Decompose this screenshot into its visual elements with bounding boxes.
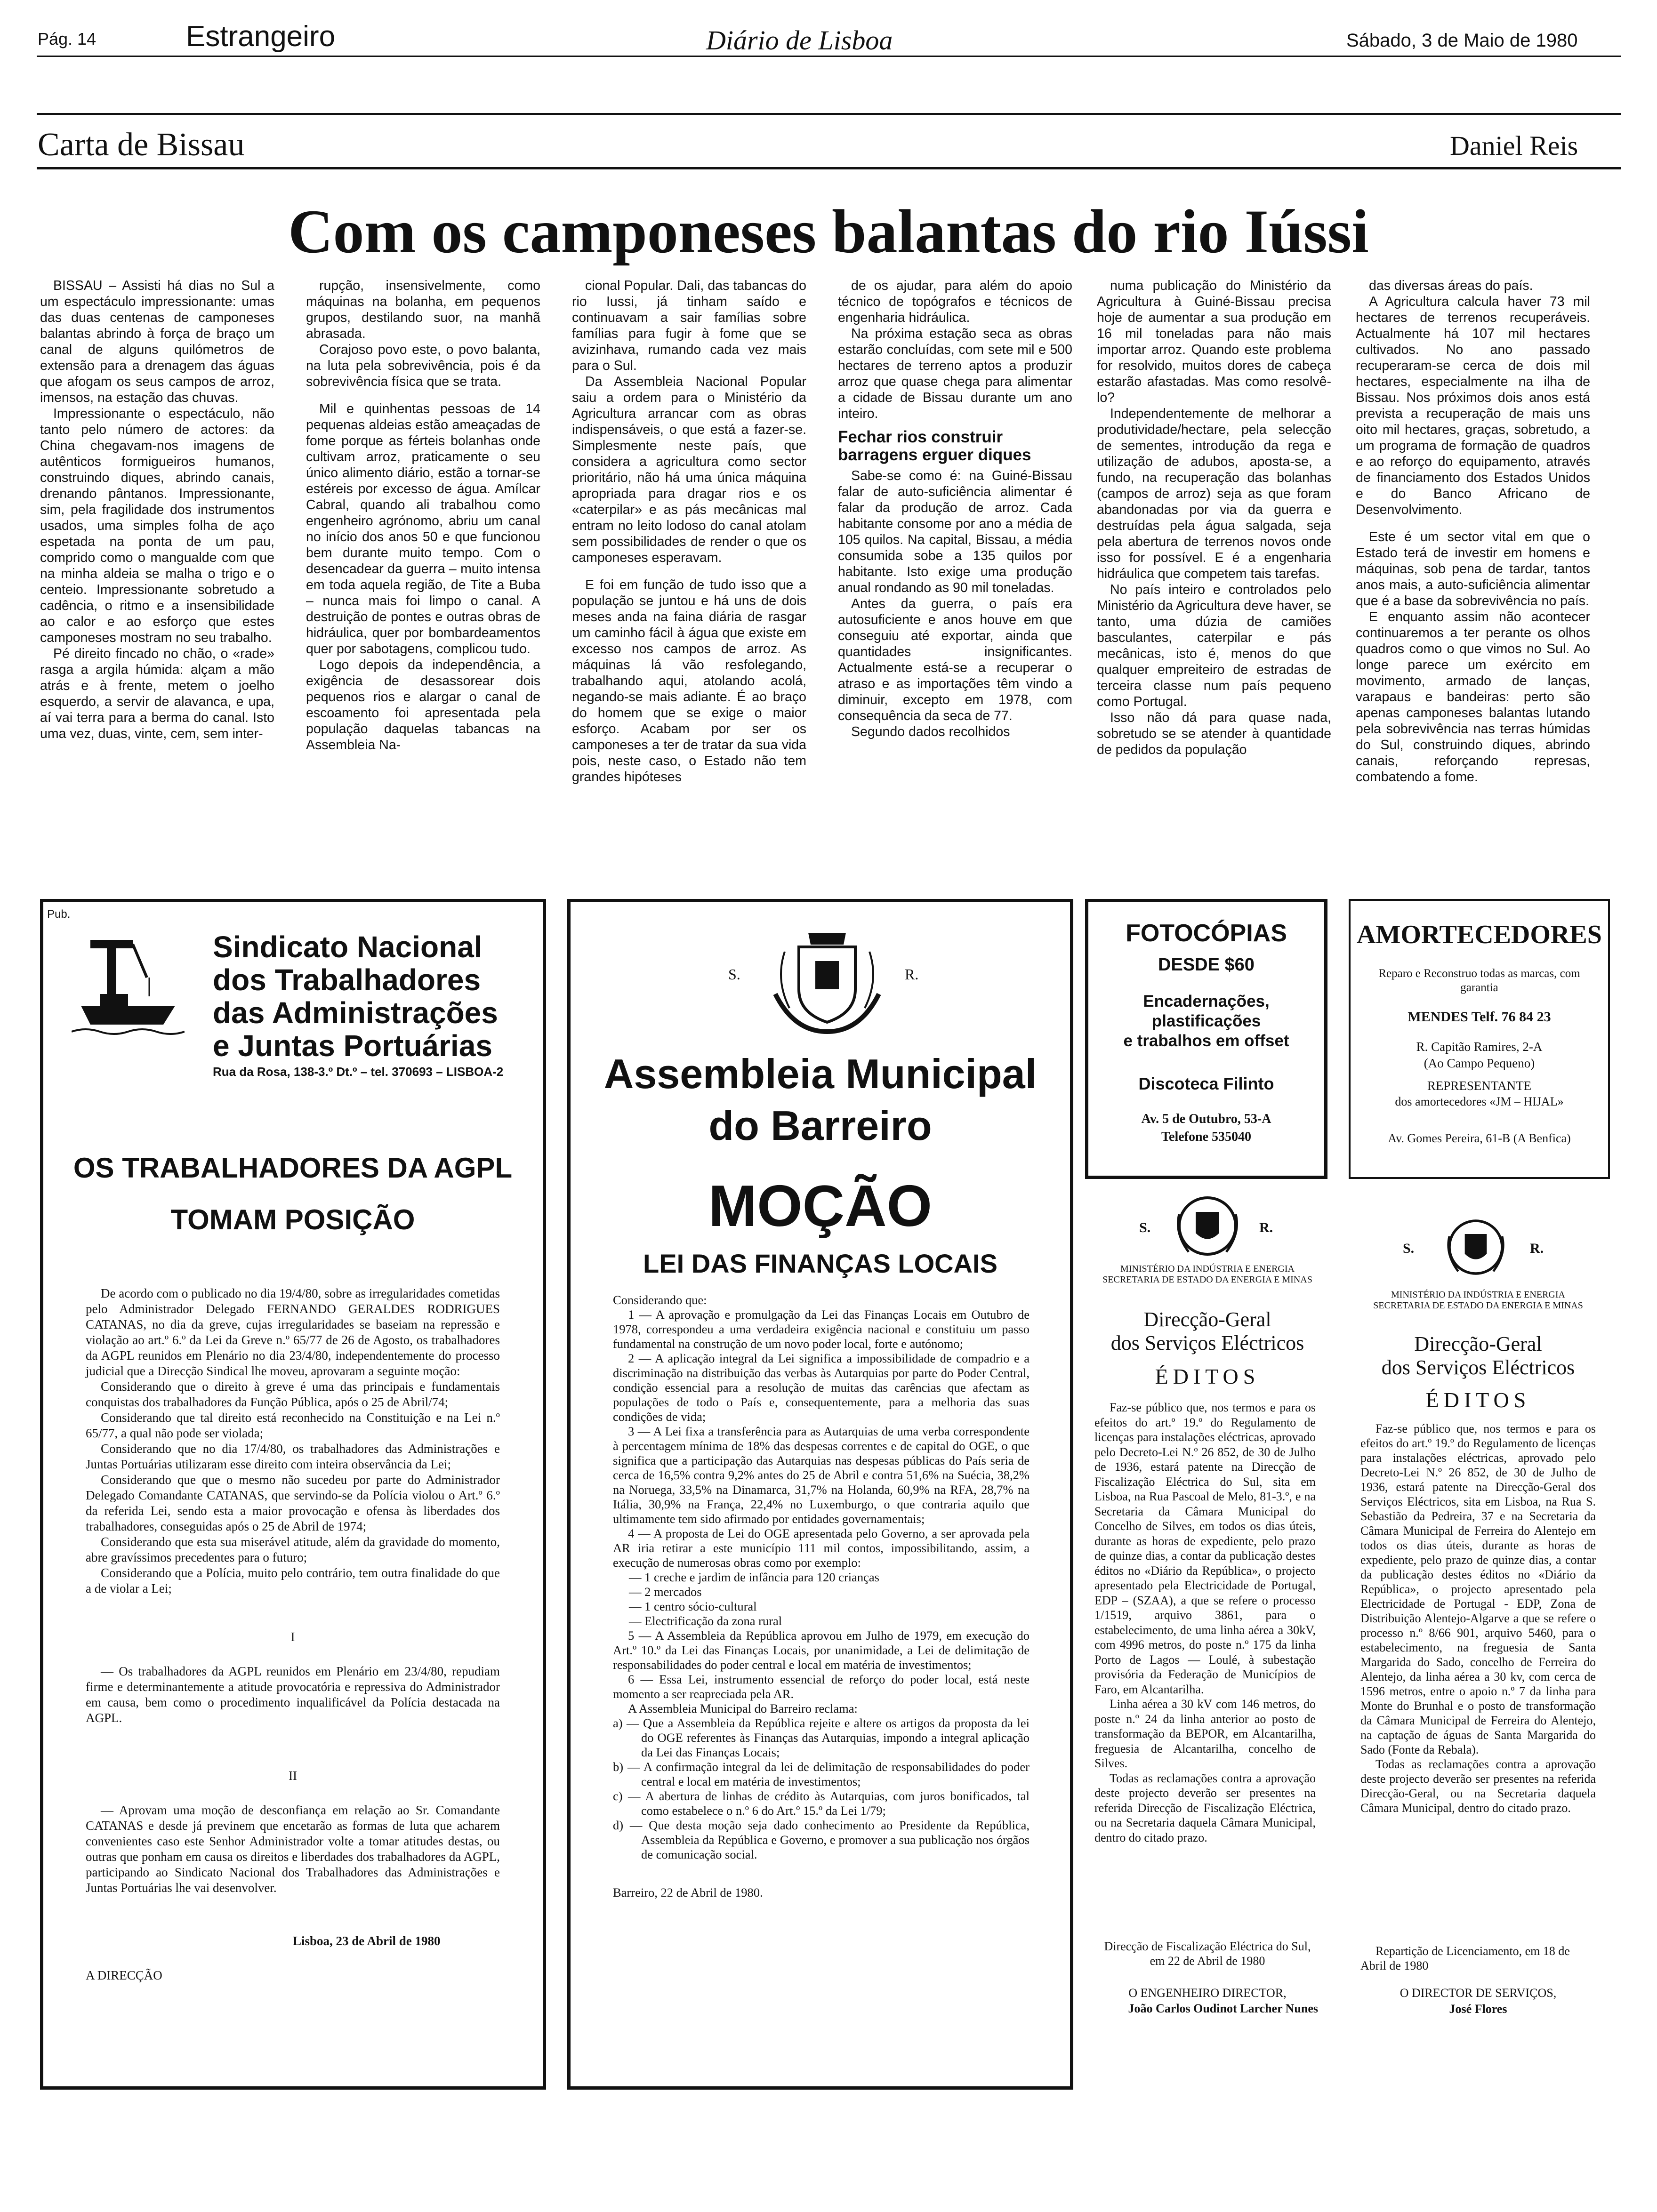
paragraph: A Assembleia Municipal do Barreiro reclama: — [628, 1701, 858, 1715]
union-advertisement — [40, 899, 546, 2090]
paragraph: Isso não dá para quase nada, sobretudo se se atender à quantidade de pedidos da população — [1097, 710, 1331, 757]
barreiro-crest-icon — [766, 923, 888, 1036]
crest-letter-left: S. — [1403, 1241, 1415, 1256]
paragraph: Antes da guerra, o país era autosuficiente e anos houve em que conseguiu até exportar, ainda que quantidades insignificantes. Actualmente está-se a recuperar o atraso e as importações têm vindo a diminuir, excepto em 1978, com consequência da seca de 77. — [838, 596, 1072, 723]
signatory-role: O DIRECTOR DE SERVIÇOS, — [1400, 1986, 1557, 2000]
article-column-3 — [572, 278, 806, 906]
article-column-6 — [1356, 278, 1590, 906]
paragraph: E foi em função de tudo isso que a população se juntou e há uns de dois meses anda na faina diária de rasgar um caminho fácil à água que existe em excesso nos campos de arroz. As máquinas lá vão resfolegando, trabalhando aqui, atolando acolá, negando-se mais adiante. É ao braço do homem que se exige o maior esforço. Acabam por ser os camponeses a ter de tratar da sua vida pois, neste caso, o Estado não tem grandes hipóteses — [572, 577, 806, 785]
editos-heading: ÉDITOS — [1155, 1364, 1260, 1388]
union-name-line: Sindicato Nacional — [213, 930, 483, 964]
paragraph: De acordo com o publicado no dia 19/4/80, sobre as irregularidades cometidas pelo Administrador Delegado FERNANDO GERALDES RODRIGUES CATANAS, no dia da greve, cujas irregularidades se baseiam na repressão e violação ao art.º 6.º da Lei da Greve n.º 65/77 de 26 de Agosto, os trabalhadores da AGPL reunidos em Plenário no dia 23/4/80, independentemente do processo judicial que a Direcção Sindical lhe moveu, aprovaram a seguinte moção: — [86, 1286, 500, 1378]
article-author: Daniel Reis — [1450, 130, 1578, 161]
paragraph: A Agricultura calcula haver 73 mil hectares de terrenos recuperáveis. Actualmente há 107 mil hectares cultivados. No ano passado recuperaram-se cerca de dois mil hectares, especialmente na ilha de Bissau. Nos próximos dois anos está prevista a recuperação de mais uns oito mil hectares, graças, sobretudo, a um programa de formação de quadros e ao reforço do equipamento, através de financiamento dos Estados Unidos e do Banco Africano de Desenvolvimento. — [1356, 294, 1590, 517]
signatory-role: O ENGENHEIRO DIRECTOR, — [1128, 1986, 1287, 2000]
secretary-name: SECRETARIA DE ESTADO DA ENERGIA E MINAS — [1373, 1300, 1583, 1311]
paragraph: Este é um sector vital em que o Estado terá de investir em homens e máquinas, sob pena de tardar, tantos anos mais, a auto-suficiência alimentar que é a base da sobrevivência no país. — [1356, 529, 1590, 609]
union-date: Lisboa, 23 de Abril de 1980 — [293, 1934, 441, 1948]
shock-absorbers-advertisement — [1349, 899, 1610, 1179]
photocopy-title: FOTOCÓPIAS — [1126, 920, 1287, 947]
article-subhead: Fechar rios construir barragens erguer diques — [838, 428, 1031, 464]
motion-title: MOÇÃO — [708, 1174, 933, 1239]
paragraph: das diversas áreas do país. — [1369, 278, 1533, 293]
crest-letter-left: S. — [1139, 1220, 1151, 1235]
paragraph: — Aprovam uma moção de desconfiança em relação ao Sr. Comandante CATANAS e desde já previnem que encetarão as formas de luta que acharem convenientes caso este Senhor Administrador volte a tomar atitudes destas, ou outras que ponham em causa os direitos e liberdades dos trabalhadores da AGPL, participando ao Sindicato Nacional dos Trabalhadores das Administrações e Juntas Portuárias lhe vai desenvolver. — [86, 1803, 500, 1895]
union-body — [86, 1286, 500, 1983]
service-line: plastificações — [1151, 1012, 1261, 1030]
barreiro-title-line: Assembleia Municipal — [603, 1050, 1037, 1097]
paragraph: Considerando que esta sua miserável atitude, além da gravidade do momento, abre gravíssimos precedentes para o futuro; — [86, 1535, 500, 1564]
paragraph: Na próxima estação seca as obras estarão concluídas, com sete mil e 500 hectares de terreno aptos a produzir arroz que quase chega para alimentar a cidade de Bissau durante um ano inteiro. — [838, 326, 1072, 421]
phone-line: MENDES Telf. 76 84 23 — [1408, 1009, 1551, 1025]
union-heading-2: TOMAM POSIÇÃO — [170, 1204, 415, 1235]
paragraph: Considerando que no dia 17/4/80, os trabalhadores das Administrações e Juntas Portuárias utilizaram esse direito com inteira observância da Lei; — [86, 1442, 500, 1471]
crest-letter-right: R. — [1259, 1220, 1273, 1235]
address-detail-line: (Ao Campo Pequeno) — [1424, 1056, 1535, 1070]
article-column-2 — [306, 278, 540, 906]
paragraph: numa publicação do Ministério da Agricultura à Guiné-Bissau precisa hoje de aumentar a sua produção em 16 mil toneladas para não mais importar arroz. Quando este problema for resolvido, muitos dores de cabeça estarão afastadas. Mas como resolvê-lo? — [1097, 278, 1331, 405]
editos-heading: ÉDITOS — [1425, 1388, 1531, 1412]
paragraph: Sabe-se como é: na Guiné-Bissau falar de auto-suficiência alimentar é falar da produção de arroz. Cada habitante consome por ano a média de 105 quilos. Na capital, Bissau, a média consumida sobe a 135 quilos por habitante. Isto exige uma produção anual rondando as 90 mil toneladas. — [838, 468, 1072, 595]
union-name-line: e Juntas Portuárias — [213, 1029, 492, 1063]
paragraph: BISSAU – Assisti há dias no Sul a um espectáculo impressionante: umas das duas centenas de camponeses balantas abrindo à força de braço um canal de alguns quilómetros de extensão para a drenagem das águas que afogam os seus campos de arroz, imensos, na estação das chuvas. — [40, 278, 274, 405]
union-signature: A DIRECÇÃO — [86, 1968, 162, 1982]
crest-letter-right: R. — [1530, 1241, 1544, 1256]
paragraph: Considerando que tal direito está reconhecido na Constituição e na Lei n.º 65/77, a qual não pode ser violada; — [86, 1411, 500, 1440]
list-item: — 1 creche e jardim de infância para 120 crianças — [629, 1570, 879, 1584]
claims-list — [613, 1716, 1030, 1862]
issue-date: Sábado, 3 de Maio de 1980 — [1346, 30, 1578, 51]
paragraph: — Os trabalhadores da AGPL reunidos em Plenário em 23/4/80, repudiam firme e determinantemente a atitude provocatória e repressiva do Administrador em causa, bem como o procedimento inqualificável da Polícia destacada na AGPL. — [86, 1664, 500, 1725]
shop-address: Av. 5 de Outubro, 53-A — [1141, 1112, 1271, 1126]
representative-line: REPRESENTANTE — [1427, 1079, 1532, 1093]
motion-subtitle: LEI DAS FINANÇAS LOCAIS — [643, 1249, 997, 1278]
notice-body — [1360, 1421, 1596, 1815]
barreiro-motion-advertisement — [567, 899, 1073, 2090]
republic-crest-icon — [1170, 1191, 1245, 1261]
barreiro-date: Barreiro, 22 de Abril de 1980. — [613, 1885, 763, 1899]
article-column-5 — [1097, 278, 1331, 906]
brand-line: dos amortecedores «JM – HIJAL» — [1395, 1095, 1564, 1108]
section-number: I — [290, 1630, 295, 1644]
paragraph: Linha aérea a 30 kV com 146 metros, do poste n.º 24 da linha anterior ao posto de transformação da BEPOR, em Alcantarilha, freguesia de Alcantarilha, concelho de Silves. — [1094, 1697, 1316, 1770]
paragraph: Faz-se público que, nos termos e para os efeitos do art.º 19.º do Regulamento de licenças para instalações eléctricas, aprovado pelo Decreto-Lei N.º 26 852, de 30 de Julho de 1936, estará patente na Direcção-Geral dos Serviços Eléctricos, sita em Lisboa, na Rua S. Sebastião da Pedreira, 37 e na Secretaria da Câmara Municipal de Ferreira do Alentejo em todos os dias úteis, durante as horas de expediente, pelo prazo de quinze dias, a contar da publicação destes éditos no «Diário da República», o projecto apresentado pela Electricidade de Portugal - EDP, Zona de Distribuição Alentejo-Algarve a que se refere o processo n.º 8/66 901, arquivo 5460, para o estabelecimento, na freguesia de Santa Margarida do Sado, concelho de Ferreira do Alentejo, da linha aérea a 30 kv, com cerca de 1596 metros, entre o apoio n.º 7 da linha para Monte do Brunhal e o posto de transformação da Câmara Municipal de Ferreira do Alentejo, na captação de águas de Santa Margarida do Sado (Fonte da Rebala). — [1360, 1422, 1596, 1756]
paragraph: Da Assembleia Nacional Popular saiu a ordem para o Ministério da Agricultura arrancar com as obras indispensáveis, o que está a fazer-se. Simplesmente neste país, que considera a agricultura como sector prioritário, não há uma única máquina apropriada para dragar rios e os «caterpilar» e as pás mecânicas mal entram no leito lodoso do canal atolam sem possibilidades de render o que os camponeses esperavam. — [572, 374, 806, 565]
paragraph: Considerando que o direito à greve é uma das principais e fundamentais conquistas dos trabalhadores da Função Pública, após o 25 de Abril/74; — [86, 1379, 500, 1409]
union-heading-1: OS TRABALHADORES DA AGPL — [73, 1152, 513, 1184]
page-number: Pág. 14 — [38, 29, 97, 48]
electric-services-notice-2 — [1351, 1214, 1605, 2094]
republic-crest-icon — [1438, 1214, 1513, 1280]
paragraph: de os ajudar, para além do apoio técnico de topógrafos e técnicos de engenharia hidráulica. — [838, 278, 1072, 325]
paragraph: Logo depois da independência, a exigência de desassorear dois pequenos rios e alargar o canal de escoamento foi apresentada pela população daquelas tabancas na Assembleia Na- — [306, 657, 540, 753]
union-name-line: das Administrações — [213, 996, 498, 1030]
paragraph: Todas as reclamações contra a aprovação deste projecto deverão ser presentes na referida Direcção de Fiscalização Eléctrica, ou na Secretaria daquela Câmara Municipal, dentro do citado prazo. — [1094, 1771, 1316, 1844]
branch-address-line: Av. Gomes Pereira, 61-B (A Benfica) — [1388, 1131, 1571, 1145]
paragraph: E enquanto assim não acontecer continuaremos a ter perante os olhos quadros como o que vimos no Sul. Ao longe parece um exército em movimento, armado de lanças, varapaus e bandeiras: perto são apenas camponeses balantas lutando pela sobrevivência nas terras húmidas do Sul, construindo diques, abrindo canais, reforçando represas, combatendo a fome. — [1356, 609, 1590, 785]
article-column-4 — [838, 278, 1072, 906]
list-item: — 1 centro sócio-cultural — [629, 1599, 757, 1613]
paragraph: cional Popular. Dali, das tabancas do rio Iussi, já tinham saído e continuavam a sair famílias sobre famílias para fugir à fome que se avizinhava, rumando cada vez mais para o Sul. — [572, 278, 806, 373]
repair-line: Reparo e Reconstruo todas as marcas, com garantia — [1378, 967, 1580, 994]
barreiro-title-line: do Barreiro — [708, 1102, 932, 1149]
barreiro-title — [571, 1048, 1070, 1152]
address-line: R. Capitão Ramires, 2-A — [1416, 1040, 1543, 1054]
service-line: Encadernações, — [1143, 992, 1270, 1010]
section-title: Estrangeiro — [186, 20, 336, 53]
paragraph: Todas as reclamações contra a aprovação deste projecto deverão ser presentes na referida Direcção-Geral, ou na Secretaria daquela Câmara Municipal, dentro do citado prazo. — [1360, 1757, 1596, 1815]
shop-phone: Telefone 535040 — [1161, 1130, 1252, 1144]
notice-body — [1094, 1400, 1316, 1845]
electric-services-notice-1 — [1083, 1191, 1332, 2087]
paragraph: Considerando que que o mesmo não sucedeu por parte do Administrador Delegado Comandante CATANAS, que servindo-se da Polícia violou o Art.º 6.º da referida Lei, sendo esta a maior provocação e ofensa às liberdades dos trabalhadores, conseguidas após o 25 de Abril de 1974; — [86, 1473, 500, 1533]
signatory-name: João Carlos Oudinot Larcher Nunes — [1128, 2002, 1318, 2015]
list-item: b) — A confirmação integral da lei de delimitação de responsabilidades do poder central e local em matéria de investimentos; — [613, 1760, 1030, 1788]
works-list — [613, 1570, 1030, 1628]
list-item: — Electrificação da zona rural — [629, 1614, 782, 1628]
section-number: II — [289, 1769, 297, 1783]
union-name — [213, 930, 498, 1062]
shock-absorbers-title: AMORTECEDORES — [1357, 920, 1602, 949]
pub-label: Pub. — [47, 908, 71, 921]
crest-letter-left: S. — [728, 966, 740, 983]
article-column-1 — [40, 278, 274, 906]
paragraph: rupção, insensivelmente, como máquinas na bolanha, em pequenos grupos, destilando suor, na manhã abrasada. — [306, 278, 540, 341]
crane-ship-logo-icon — [72, 930, 185, 1039]
top-rule — [37, 113, 1621, 115]
paragraph: 4 — A proposta de Lei do OGE apresentada pelo Governo, a ser aprovada pela AR iria retirar a este município 111 mil contos, impossibilitando, assim, a execução de numerosas obras como por exemplo: — [613, 1526, 1030, 1570]
union-address: Rua da Rosa, 138-3.º Dt.º – tel. 370693 – LISBOA-2 — [213, 1065, 504, 1079]
paragraph: Faz-se público que, nos termos e para os efeitos do art.º 19.º do Regulamento de licenças para instalações eléctricas, aprovado pelo Decreto-Lei N.º 26 852, de 30 de Julho de 1936, estará patente na Direcção de Fiscalização Eléctrica do Sul, sita em Lisboa, na Rua Pascoal de Melo, 81-3.º, e na Secretaria da Câmara Municipal do Concelho de Silves, em todos os dias úteis, durante as horas de expediente, pelo prazo de quinze dias, a contar da publicação destes éditos no «Diário da República», o projecto apresentado pela Electricidade de Portugal, EDP – (SZAA), a que se refere o processo 1/1519, arquivo 3861, para o estabelecimento, de uma linha aérea a 30kV, com 4996 metros, do poste n.º 175 da linha Porto de Lagos — Loulé, à subestação provisória da Federação de Municípios de Faro, em Alcantarilha. — [1094, 1401, 1316, 1696]
list-item: a) — Que a Assembleia da República rejeite e altere os artigos da proposta da lei do OGE referentes às Finanças das Autarquias, impondo a integral aplicação da Lei das Finanças Locais; — [613, 1716, 1030, 1759]
paragraph: 5 — A Assembleia da República aprovou em Julho de 1979, em execução do Art.º 10.º da Lei das Finanças Locais, por unanimidade, a Lei de delimitação de responsabilidades do poder central e local em matéria de investimentos; — [613, 1628, 1030, 1672]
services-name: dos Serviços Eléctricos — [1381, 1356, 1575, 1379]
paragraph: Considerando que a Polícia, muito pelo contrário, tem outra finalidade do que a de violar a Lei; — [86, 1566, 500, 1595]
shop-name: Discoteca Filinto — [1138, 1074, 1274, 1093]
paragraph: Segundo dados recolhidos — [851, 724, 1010, 739]
paragraph: Impressionante o espectáculo, não tanto pelo número de actores: da China chegavam-nos imagens de autênticos formigueiros humanos, construindo diques, abrindo canais, drenando pântanos. Impressionante, sim, pela fragilidade dos instrumentos usados, uma simples folha de aço espetada na ponta de um pau, comprido como o mangualde com que na minha aldeia se malha o trigo e o centeio. Impressionante sobretudo a cadência, o ritmo e a insensibilidade ao calor e ao esforço que estes camponeses mostram no seu trabalho. — [40, 406, 274, 645]
article-kicker: Carta de Bissau — [38, 127, 245, 163]
secretary-name: SECRETARIA DE ESTADO DA ENERGIA E MINAS — [1102, 1274, 1312, 1285]
list-item: d) — Que desta moção seja dado conhecimento ao Presidente da República, Assembleia da República e Governo, e promover a sua publicação nos órgãos de comunicação social. — [613, 1818, 1030, 1861]
services-name: dos Serviços Eléctricos — [1110, 1331, 1304, 1354]
intro-line: Considerando que: — [613, 1293, 707, 1307]
directorate-name: Direcção-Geral — [1143, 1308, 1271, 1331]
newspaper-masthead: Diário de Lisboa — [706, 25, 893, 56]
ministry-name: MINISTÉRIO DA INDÚSTRIA E ENERGIA — [1391, 1290, 1565, 1300]
list-item: — 2 mercados — [629, 1585, 702, 1599]
paragraph: 2 — A aplicação integral da Lei significa a impossibilidade de compadrio e a discriminação na distribuição das verbas às Autarquias por parte do Poder Central, condição essencial para a resolução de muitas das carências que afectam as populações de todo o País e, consequentemente, para a melhoria das suas condições de vida; — [613, 1351, 1030, 1424]
paragraph: 6 — Essa Lei, instrumento essencial de reforço do poder local, está neste momento a ser reapreciada pela AR. — [613, 1672, 1030, 1701]
notice-date: Repartição de Licenciamento, em 18 de Abril de 1980 — [1360, 1944, 1570, 1972]
union-name-line: dos Trabalhadores — [213, 963, 481, 997]
barreiro-body — [613, 1293, 1030, 1900]
service-line: e trabalhos em offset — [1123, 1032, 1289, 1050]
paragraph: Pé direito fincado no chão, o «rade» rasga a argila húmida: alçam a mão atrás e à frente, metem o joelho esquerdo, a servir de alavanca, e upa, aí vai terra para a berma do canal. Isto uma vez, duas, vinte, cem, sem inter- — [40, 646, 274, 741]
signatory-name: José Flores — [1449, 2002, 1507, 2016]
paragraph: Corajoso povo este, o povo balanta, na luta pela sobrevivência, pois é da sobrevivência física que se trata. — [306, 342, 540, 389]
directorate-name: Direcção-Geral — [1414, 1332, 1542, 1355]
paragraph: No país inteiro e controlados pelo Ministério da Agricultura deve haver, se tanto, uma dúzia de camiões basculantes, caterpilar e pás mecânicas, isto é, menos do que qualquer empreiteiro de estradas de terceira classe num país pequeno como Portugal. — [1097, 582, 1331, 709]
crest-letter-right: R. — [905, 966, 919, 983]
notice-date: Direcção de Fiscalização Eléctrica do Sul, em 22 de Abril de 1980 — [1104, 1940, 1311, 1968]
article-headline: Com os camponeses balantas do rio Iússi — [288, 197, 1369, 266]
list-item: c) — A abertura de linhas de crédito às Autarquias, com juros bonificados, tal como estabelece o n.º 6 do Art.º 15.º da Lei 1/79; — [613, 1789, 1030, 1818]
photocopy-advertisement — [1085, 899, 1327, 1179]
paragraph: Mil e quinhentas pessoas de 14 pequenas aldeias estão ameaçadas de fome porque as férteis bolanhas onde cultivam arroz, praticamente o seu único alimento diário, estão a tornar-se estéreis por excesso de água. Amílcar Cabral, quando ali trabalhou como engenheiro agrónomo, abriu um canal no início dos anos 50 e que funcionou bem durante muito tempo. Com o desencadear da guerra – muito intensa em toda aquela região, de Tite a Buba – nunca mais foi limpo o canal. A destruição de pontes e outras obras de hidráulica, quer por bombardeamentos quer por sabotagens, complicou tudo. — [306, 401, 540, 657]
ministry-name: MINISTÉRIO DA INDÚSTRIA E ENERGIA — [1120, 1264, 1295, 1274]
photocopy-price: DESDE $60 — [1158, 955, 1255, 975]
header-rule — [37, 56, 1621, 57]
paragraph: 3 — A Lei fixa a transferência para as Autarquias de uma verba correspondente à percentagem mínima de 18% das despesas correntes e de capital do OGE, o que significa que a participação das Autarquias nas despesas públicas do País seria de cerca de 16,5% contra 9,2% antes do 25 de Abril e contra 51,6% na Suécia, 38,2% na Noruega, 33,5% na Dinamarca, 31,7% na Holanda, 60,9% na RFA, 28,7% na Itália, 30,9% na França, 22,4% no Luxemburgo, o que contraria aquilo que ultimamente tem sido afirmado por entidades governamentais; — [613, 1424, 1030, 1526]
photocopy-services — [1088, 992, 1324, 1051]
kicker-rule — [37, 167, 1621, 169]
paragraph: 1 — A aprovação e promulgação da Lei das Finanças Locais em Outubro de 1978, correspondeu a uma verdadeira exigência nacional e constituiu um passo fundamental na construção de um novo poder local, forte e autónomo; — [613, 1307, 1030, 1351]
paragraph: Independentemente de melhorar a produtividade/hectare, pela selecção de sementes, introdução da rega e utilização de adubos, aposta-se, a fundo, na recuperação das bolanhas (campos de arroz) seja as que foram abandonadas por via da guerra e destruídas pela água salgada, seja pela abertura de terrenos novos onde isso for possível. E é a engenharia hidráulica que competem tais tarefas. — [1097, 406, 1331, 581]
